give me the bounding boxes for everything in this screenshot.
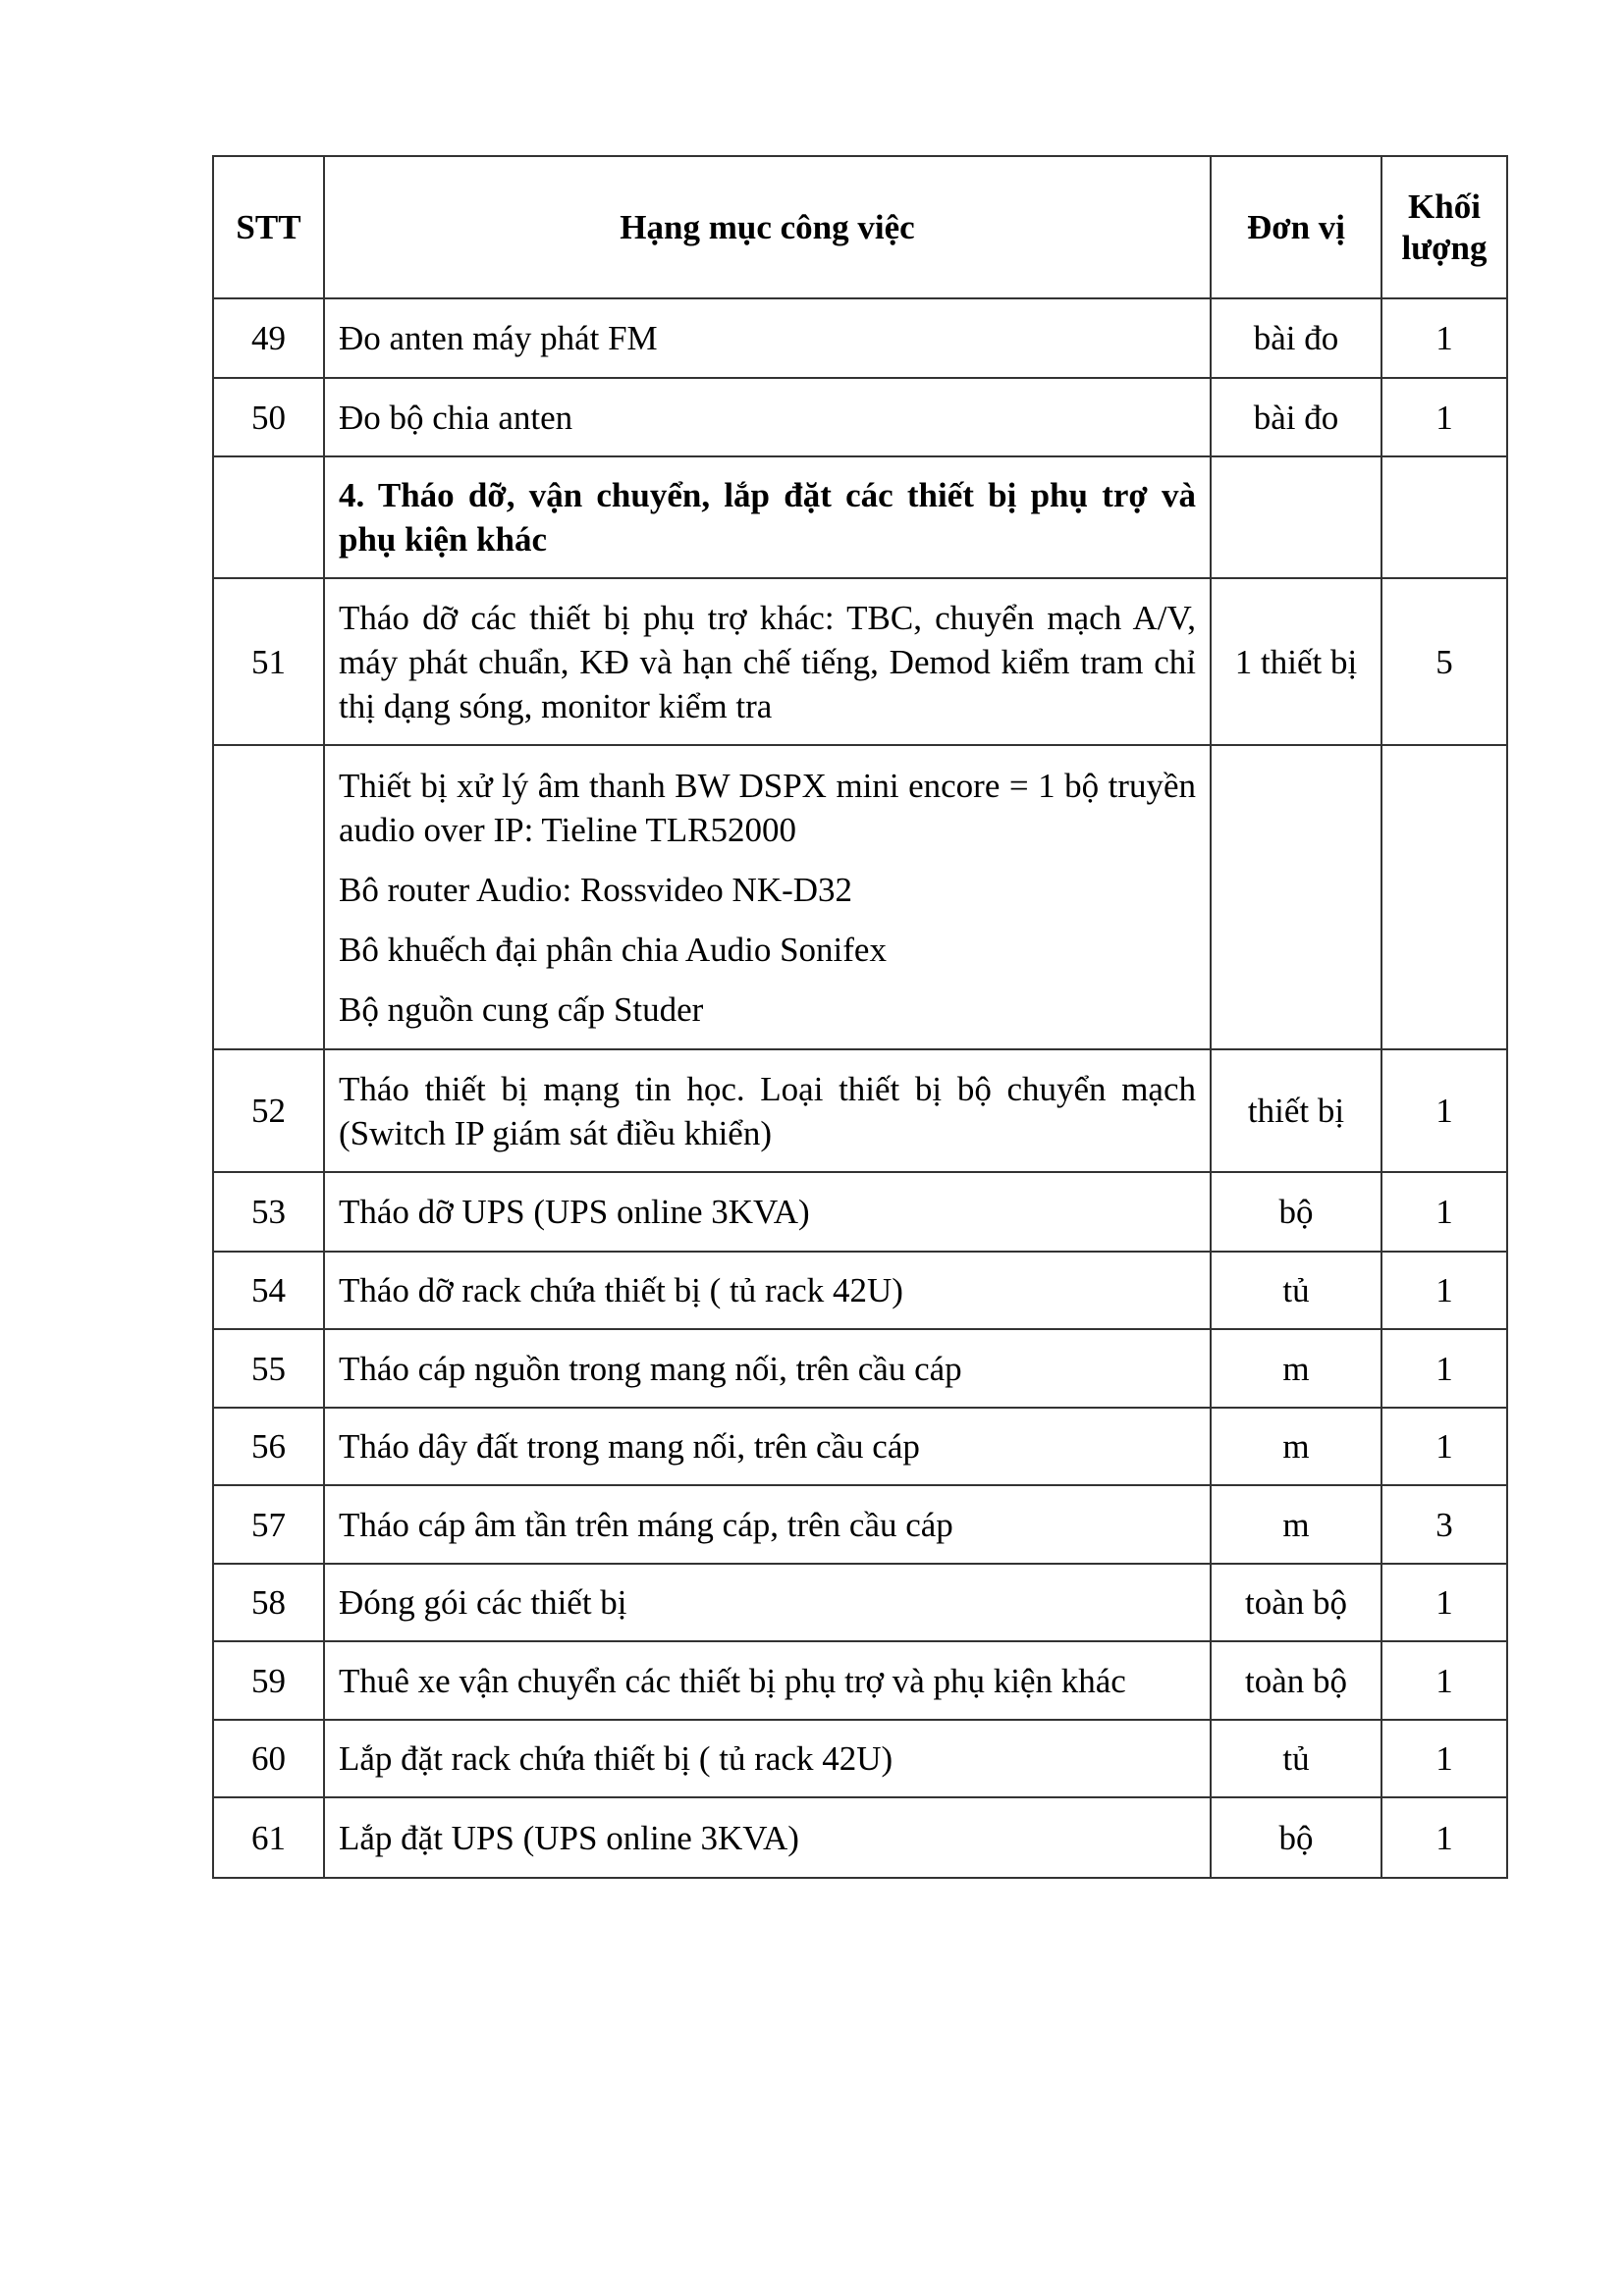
cell-item: Tháo thiết bị mạng tin học. Loại thiết bị bộ chuyển mạch (Switch IP giám sát điều khiển): [324, 1049, 1211, 1172]
cell-stt: [213, 456, 324, 578]
table-row: [213, 1329, 1507, 1408]
subitem: Bô khuếch đại phân chia Audio Sonifex: [339, 930, 887, 969]
work-items-table: [212, 155, 1508, 1879]
table-row: [213, 378, 1507, 456]
cell-qty: 5: [1381, 578, 1507, 745]
cell-item: Tháo dỡ rack chứa thiết bị ( tủ rack 42U): [324, 1252, 1211, 1329]
header-stt: STT: [213, 156, 324, 298]
table-row: [213, 1564, 1507, 1641]
cell-unit: bài đo: [1211, 378, 1381, 456]
cell-unit: bộ: [1211, 1797, 1381, 1878]
cell-unit: bộ: [1211, 1172, 1381, 1252]
cell-stt: 56: [213, 1408, 324, 1485]
table-row: [213, 1408, 1507, 1485]
cell-qty: 3: [1381, 1485, 1507, 1564]
cell-item: Đóng gói các thiết bị: [324, 1564, 1211, 1641]
cell-qty: [1381, 456, 1507, 578]
cell-unit: 1 thiết bị: [1211, 578, 1381, 745]
cell-stt: 55: [213, 1329, 324, 1408]
cell-item: Tháo dỡ các thiết bị phụ trợ khác: TBC, chuyển mạch A/V, máy phát chuẩn, KĐ và hạn chế tiếng, Demod kiểm tram chỉ thị dạng sóng, monitor kiểm tra: [324, 578, 1211, 745]
header-item: Hạng mục công việc: [324, 156, 1211, 298]
cell-qty: 1: [1381, 1172, 1507, 1252]
subitem: Bô router Audio: Rossvideo NK-D32: [339, 870, 853, 909]
section-title: 4. Tháo dỡ, vận chuyển, lắp đặt các thiết bị phụ trợ và phụ kiện khác: [324, 456, 1211, 578]
cell-stt: 60: [213, 1720, 324, 1797]
table-row: [213, 1641, 1507, 1720]
cell-stt: 54: [213, 1252, 324, 1329]
cell-qty: 1: [1381, 1797, 1507, 1878]
cell-item: Lắp đặt rack chứa thiết bị ( tủ rack 42U): [324, 1720, 1211, 1797]
cell-qty: 1: [1381, 1564, 1507, 1641]
cell-unit: [1211, 456, 1381, 578]
cell-stt: 49: [213, 298, 324, 378]
cell-item: Đo anten máy phát FM: [324, 298, 1211, 378]
cell-unit: bài đo: [1211, 298, 1381, 378]
cell-stt: 50: [213, 378, 324, 456]
subitems-row: [213, 745, 1507, 1049]
cell-unit: m: [1211, 1485, 1381, 1564]
table-header-row: [213, 156, 1507, 298]
cell-qty: 1: [1381, 1049, 1507, 1172]
table-row: [213, 1049, 1507, 1172]
cell-qty: 1: [1381, 1252, 1507, 1329]
table-row: [213, 578, 1507, 745]
cell-unit: thiết bị: [1211, 1049, 1381, 1172]
cell-item: Tháo dỡ UPS (UPS online 3KVA): [324, 1172, 1211, 1252]
cell-stt: 58: [213, 1564, 324, 1641]
cell-qty: [1381, 745, 1507, 1049]
cell-stt: 51: [213, 578, 324, 745]
table-row: [213, 1720, 1507, 1797]
cell-item: Đo bộ chia anten: [324, 378, 1211, 456]
table-row: [213, 1252, 1507, 1329]
cell-item: Thuê xe vận chuyển các thiết bị phụ trợ và phụ kiện khác: [324, 1641, 1211, 1720]
cell-unit: [1211, 745, 1381, 1049]
cell-qty: 1: [1381, 1720, 1507, 1797]
cell-item: Tháo cáp nguồn trong mang nối, trên cầu cáp: [324, 1329, 1211, 1408]
table-row: [213, 298, 1507, 378]
cell-item: Tháo dây đất trong mang nối, trên cầu cáp: [324, 1408, 1211, 1485]
cell-unit: tủ: [1211, 1720, 1381, 1797]
cell-unit: m: [1211, 1329, 1381, 1408]
cell-unit: tủ: [1211, 1252, 1381, 1329]
cell-qty: 1: [1381, 298, 1507, 378]
header-unit: Đơn vị: [1211, 156, 1381, 298]
cell-qty: 1: [1381, 1641, 1507, 1720]
cell-stt: 59: [213, 1641, 324, 1720]
header-qty: Khối lượng: [1381, 156, 1507, 298]
cell-unit: m: [1211, 1408, 1381, 1485]
cell-qty: 1: [1381, 1329, 1507, 1408]
cell-stt: 52: [213, 1049, 324, 1172]
subitem: Bộ nguồn cung cấp Studer: [339, 989, 704, 1029]
cell-stt: 61: [213, 1797, 324, 1878]
cell-stt: 57: [213, 1485, 324, 1564]
cell-item: Tháo cáp âm tần trên máng cáp, trên cầu cáp: [324, 1485, 1211, 1564]
cell-qty: 1: [1381, 1408, 1507, 1485]
cell-qty: 1: [1381, 378, 1507, 456]
cell-unit: toàn bộ: [1211, 1564, 1381, 1641]
table-row: [213, 1485, 1507, 1564]
cell-stt: [213, 745, 324, 1049]
cell-item: Lắp đặt UPS (UPS online 3KVA): [324, 1797, 1211, 1878]
section-row: [213, 456, 1507, 578]
table-row: [213, 1797, 1507, 1878]
subitem: Thiết bị xử lý âm thanh BW DSPX mini encore = 1 bộ truyền audio over IP: Tieline TLR52000: [339, 766, 1196, 849]
cell-stt: 53: [213, 1172, 324, 1252]
cell-unit: toàn bộ: [1211, 1641, 1381, 1720]
cell-subitems: [324, 745, 1211, 1049]
table-row: [213, 1172, 1507, 1252]
